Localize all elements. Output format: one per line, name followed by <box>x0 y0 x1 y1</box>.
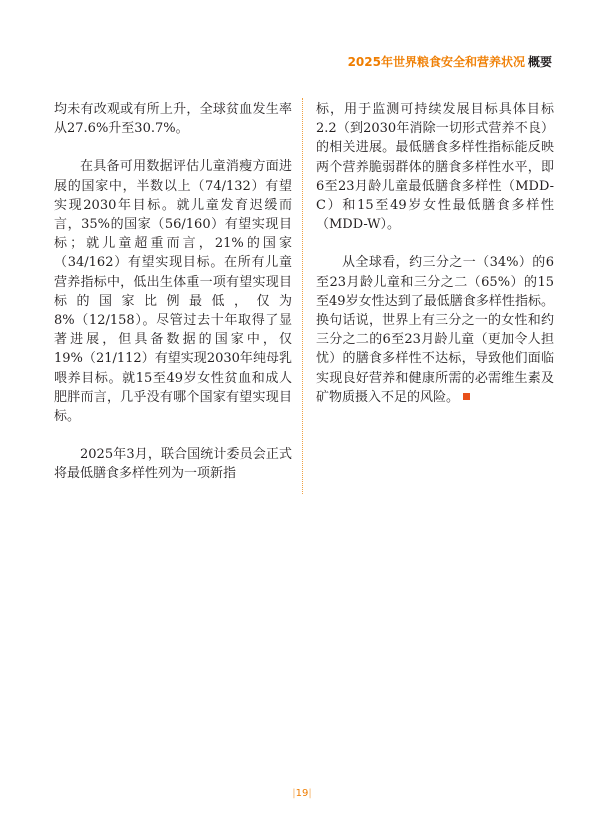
report-title: 2025年世界粮食安全和营养状况 <box>347 55 525 69</box>
end-mark-icon <box>463 393 470 400</box>
right-paragraph-1: 标，用于监测可持续发展目标具体目标2.2（到2030年消除一切形式营养不良）的相关进展。最低膳食多样性指标能反映两个营养脆弱群体的膳食多样性水平，即6至23月龄儿童最低膳食多样性（MDD-C）和15至49岁女性最低膳食多样性（MDD-W）。 <box>316 102 554 233</box>
left-paragraph-1: 均未有改观或有所上升，全球贫血发生率从27.6%升至30.7%。 <box>54 102 292 137</box>
right-paragraph-2-text: 从全球看，约三分之一（34%）的6至23月龄儿童和三分之二（65%）的15至49岁女性达到了最低膳食多样性指标。换句话说，世界上有三分之一的女性和约三分之二的6至23月龄儿童（更加令人担忧）的膳食多样性不达标，导致他们面临实现良好营养和健康所需的必需维生素及矿物质摄入不足的风险。 <box>316 255 554 405</box>
column-divider <box>302 98 303 494</box>
page-number-value: 19 <box>295 788 309 799</box>
running-header <box>348 53 552 70</box>
left-column <box>54 100 292 484</box>
right-paragraph-2 <box>316 253 554 407</box>
page-number <box>0 788 604 799</box>
page-number-separator-right: | <box>308 788 312 799</box>
right-column <box>316 100 554 407</box>
left-paragraph-3: 2025年3月，联合国统计委员会正式将最低膳食多样性列为一项新指 <box>54 447 292 482</box>
page-number-separator-left: | <box>292 788 296 799</box>
left-paragraph-2: 在具备可用数据评估儿童消瘦方面进展的国家中，半数以上（74/132）有望实现2030年目标。就儿童发育迟缓而言，35%的国家（56/160）有望实现目标；就儿童超重而言，21%的国家（34/162）有望实现目标。在所有儿童营养指标中，低出生体重一项有望实现目标的国家比例最低，仅为8%（12/158）。尽管过去十年取得了显著进展，但具备数据的国家中，仅19%（21/112）有望实现2030年纯母乳喂养目标。就15至49岁女性贫血和成人肥胖而言，几乎没有哪个国家有望实现目标。 <box>54 159 292 425</box>
section-title: 概要 <box>527 55 552 69</box>
